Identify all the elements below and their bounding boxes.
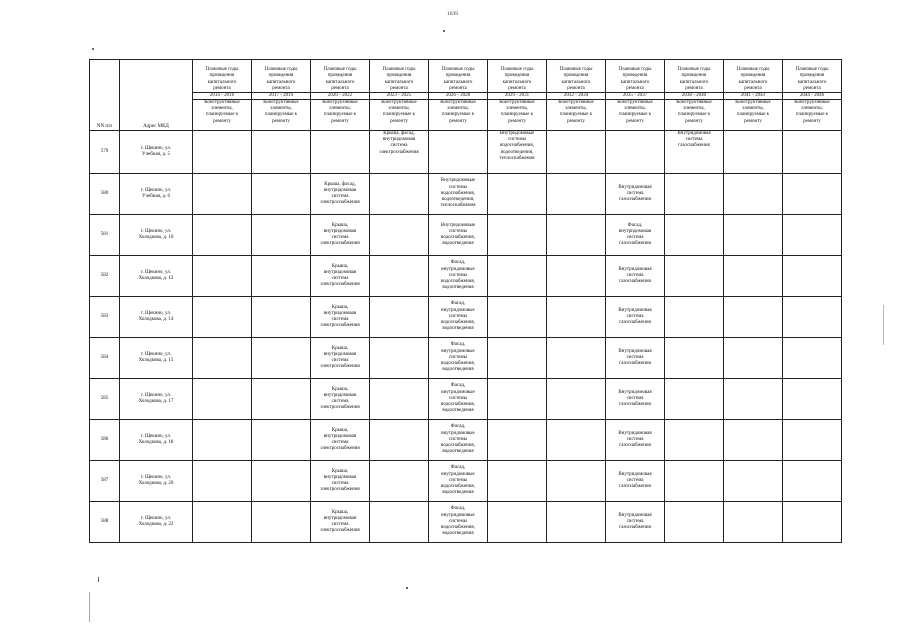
- repair-cell: Внутридомовая система газоснабжения: [606, 502, 665, 543]
- repair-cell: [547, 297, 606, 338]
- header-period-title: Плановые годы проведения капитального ремонта: [783, 60, 842, 93]
- repair-cell: [665, 338, 724, 379]
- repair-cell: [547, 461, 606, 502]
- header-address: Адрес МКД: [120, 60, 193, 131]
- header-elements: Конструктивные элементы, планируемые к ремонту: [252, 100, 311, 131]
- repair-cell: [488, 174, 547, 215]
- table-row: [90, 297, 842, 338]
- header-row-title: [90, 60, 842, 93]
- row-address: г. Щекино, ул. Холодкова, д. 17: [120, 379, 193, 420]
- row-number: 579: [90, 131, 120, 174]
- repair-cell: Крыша, внутридомовая система электроснабжения: [311, 297, 370, 338]
- scan-dot: [443, 30, 445, 32]
- repair-cell: [724, 420, 783, 461]
- row-number: 581: [90, 215, 120, 256]
- repair-cell: Крыша, фасад, внутридомовая система электроснабжения: [370, 131, 429, 174]
- header-period-years: 2026 - 2028: [429, 93, 488, 100]
- repair-cell: Крыша, внутридомовая система электроснабжения: [311, 215, 370, 256]
- repair-cell: [606, 131, 665, 174]
- repair-cell: [665, 379, 724, 420]
- header-elements: Конструктивные элементы, планируемые к ремонту: [488, 100, 547, 131]
- repair-cell: Внутридомовая система газоснабжения: [606, 338, 665, 379]
- header-period-years: 2032 - 2034: [547, 93, 606, 100]
- repair-cell: [547, 420, 606, 461]
- repair-cell: [783, 131, 842, 174]
- row-address: г. Щекино, ул. Холодкова, д. 15: [120, 338, 193, 379]
- repair-cell: Фасад, внутридомовые системы водоснабжения, водоотведения: [429, 461, 488, 502]
- header-period-years: 2023 - 2025: [370, 93, 429, 100]
- row-address: г. Щекино, ул. Холодкова, д. 10: [120, 215, 193, 256]
- header-row-years: [90, 93, 842, 100]
- header-elements: Конструктивные элементы, планируемые к ремонту: [783, 100, 842, 131]
- repair-cell: [783, 502, 842, 543]
- repair-cell: [488, 215, 547, 256]
- repair-cell: [193, 297, 252, 338]
- table-row: [90, 420, 842, 461]
- repair-cell: [370, 502, 429, 543]
- header-period-title: Плановые годы проведения капитального ремонта: [193, 60, 252, 93]
- repair-cell: Внутридомовая система газоснабжения: [665, 131, 724, 174]
- row-number: 580: [90, 174, 120, 215]
- repair-cell: [193, 338, 252, 379]
- header-period-title: Плановые годы проведения капитального ремонта: [311, 60, 370, 93]
- repair-cell: [252, 256, 311, 297]
- table-row: [90, 256, 842, 297]
- repair-cell: [547, 502, 606, 543]
- repair-cell: Фасад, внутридомовые системы водоснабжения, водоотведения: [429, 502, 488, 543]
- repair-cell: [370, 338, 429, 379]
- repair-cell: [547, 131, 606, 174]
- repair-cell: Внутридомовая система газоснабжения: [606, 297, 665, 338]
- header-period-title: Плановые годы проведения капитального ремонта: [606, 60, 665, 93]
- header-period-years: 2029 - 2031: [488, 93, 547, 100]
- repair-cell: [724, 297, 783, 338]
- repair-cell: [783, 338, 842, 379]
- repair-cell: [547, 215, 606, 256]
- repair-cell: [370, 256, 429, 297]
- repair-cell: Крыша, фасад, внутридомовая система электроснабжения: [311, 174, 370, 215]
- header-period-title: Плановые годы проведения капитального ремонта: [724, 60, 783, 93]
- repair-cell: [252, 215, 311, 256]
- header-period-years: 2020 - 2022: [311, 93, 370, 100]
- scan-dot: [98, 577, 99, 582]
- header-period-title: Плановые годы проведения капитального ремонта: [547, 60, 606, 93]
- header-elements: Конструктивные элементы, планируемые к ремонту: [606, 100, 665, 131]
- repair-cell: [370, 379, 429, 420]
- repair-cell: [193, 215, 252, 256]
- repair-cell: [252, 461, 311, 502]
- repair-cell: [488, 379, 547, 420]
- header-period-years: 2044 - 2046: [783, 93, 842, 100]
- repair-cell: Крыша, внутридомовая система электроснабжения: [311, 338, 370, 379]
- repair-cell: Внутридомовые системы водоснабжения, водоотведения, теплоснабжения: [429, 174, 488, 215]
- scan-edge: [89, 592, 90, 622]
- header-period-title: Плановые годы проведения капитального ремонта: [665, 60, 724, 93]
- repair-cell: [724, 502, 783, 543]
- header-period-years: 2035 - 2037: [606, 93, 665, 100]
- header-period-years: 2038 - 2040: [665, 93, 724, 100]
- row-number: 582: [90, 256, 120, 297]
- repair-cell: [252, 379, 311, 420]
- row-number: 588: [90, 502, 120, 543]
- repair-cell: [370, 297, 429, 338]
- row-address: г. Щекино, ул. Холодкова, д. 20: [120, 461, 193, 502]
- repair-cell: [547, 174, 606, 215]
- table-row: [90, 174, 842, 215]
- repair-cell: Внутридомовая система газоснабжения: [606, 174, 665, 215]
- row-number: 585: [90, 379, 120, 420]
- repair-cell: Фасад, внутридомовые системы водоснабжения, водоотведения: [429, 379, 488, 420]
- row-address: г. Щекино, ул. Учебная, д. 5: [120, 131, 193, 174]
- scan-dot: [406, 587, 408, 589]
- header-elements: Конструктивные элементы, планируемые к ремонту: [311, 100, 370, 131]
- repair-cell: [370, 174, 429, 215]
- repair-cell: [488, 338, 547, 379]
- repair-cell: Фасад, внутридомовые системы водоснабжения, водоотведения: [429, 256, 488, 297]
- repair-cell: [193, 131, 252, 174]
- header-period-title: Плановые годы проведения капитального ремонта: [370, 60, 429, 93]
- repair-cell: [193, 256, 252, 297]
- repair-cell: [252, 338, 311, 379]
- repair-cell: [783, 420, 842, 461]
- repair-cell: [783, 215, 842, 256]
- repair-cell: Крыша, внутридомовая система электроснабжения: [311, 379, 370, 420]
- repair-cell: Фасад, внутридомовая система газоснабжения: [606, 215, 665, 256]
- repair-cell: [252, 131, 311, 174]
- repair-cell: Крыша, внутридомовая система электроснабжения: [311, 502, 370, 543]
- repair-cell: [252, 297, 311, 338]
- repair-cell: [783, 461, 842, 502]
- row-number: 587: [90, 461, 120, 502]
- repair-cell: [665, 502, 724, 543]
- table-row: [90, 502, 842, 543]
- repair-cell: Фасад, внутридомовые системы водоснабжения, водоотведения: [429, 297, 488, 338]
- header-period-years: 2017 - 2019: [252, 93, 311, 100]
- repair-cell: Внутридомовые системы водоснабжения, водоотведения, теплоснабжения: [488, 131, 547, 174]
- repair-cell: [665, 174, 724, 215]
- repair-cell: [783, 379, 842, 420]
- repair-cell: [193, 461, 252, 502]
- header-elements: Конструктивные элементы, планируемые к ремонту: [193, 100, 252, 131]
- header-period-title: Плановые годы проведения капитального ремонта: [488, 60, 547, 93]
- header-period-years: 2014 - 2016: [193, 93, 252, 100]
- repair-cell: [783, 174, 842, 215]
- repair-cell: [724, 256, 783, 297]
- scan-edge: [883, 305, 884, 345]
- repair-cell: Внутридомовая система газоснабжения: [606, 379, 665, 420]
- repair-cell: [311, 131, 370, 174]
- repair-cell: Крыша, внутридомовая система электроснабжения: [311, 256, 370, 297]
- repair-cell: Крыша, внутридомовая система электроснабжения: [311, 420, 370, 461]
- repair-cell: [783, 297, 842, 338]
- repair-cell: [193, 420, 252, 461]
- header-period-years: 2041 - 2043: [724, 93, 783, 100]
- row-number: 586: [90, 420, 120, 461]
- scan-dot: [92, 48, 94, 50]
- row-address: г. Щекино, ул. Холодкова, д. 18: [120, 420, 193, 461]
- row-address: г. Щекино, ул. Холодкова, д. 14: [120, 297, 193, 338]
- repair-cell: [724, 461, 783, 502]
- page-number: 1039: [447, 11, 458, 17]
- repair-cell: [724, 215, 783, 256]
- repair-cell: [665, 297, 724, 338]
- repair-cell: Внутридомовые системы водоснабжения, водоотведения: [429, 215, 488, 256]
- table-row: [90, 461, 842, 502]
- repair-cell: [665, 256, 724, 297]
- repair-cell: Внутридомовая система газоснабжения: [606, 461, 665, 502]
- row-number: 583: [90, 297, 120, 338]
- repair-cell: [724, 379, 783, 420]
- repair-cell: [488, 420, 547, 461]
- repair-schedule-table: [89, 59, 842, 543]
- header-elements: Конструктивные элементы, планируемые к ремонту: [724, 100, 783, 131]
- repair-cell: [193, 174, 252, 215]
- repair-cell: [488, 297, 547, 338]
- repair-cell: Крыша, внутридомовая система электроснабжения: [311, 461, 370, 502]
- table-row: [90, 379, 842, 420]
- repair-cell: [665, 215, 724, 256]
- repair-cell: [488, 461, 547, 502]
- header-elements: Конструктивные элементы, планируемые к ремонту: [429, 100, 488, 131]
- repair-cell: [429, 131, 488, 174]
- repair-cell: [370, 420, 429, 461]
- repair-cell: [193, 379, 252, 420]
- row-number: 584: [90, 338, 120, 379]
- table-row: [90, 338, 842, 379]
- repair-cell: Фасад, внутридомовые системы водоснабжения, водоотведения: [429, 338, 488, 379]
- row-address: г. Щекино, ул. Учебная, д. 6: [120, 174, 193, 215]
- repair-cell: [488, 256, 547, 297]
- repair-cell: [783, 256, 842, 297]
- repair-cell: [370, 215, 429, 256]
- repair-cell: [252, 420, 311, 461]
- repair-cell: [547, 256, 606, 297]
- table-row: [90, 215, 842, 256]
- header-elements: Конструктивные элементы, планируемые к ремонту: [370, 100, 429, 131]
- repair-cell: [252, 174, 311, 215]
- header-elements: Конструктивные элементы, планируемые к ремонту: [665, 100, 724, 131]
- row-address: г. Щекино, ул. Холодкова, д. 22: [120, 502, 193, 543]
- header-row-elements: [90, 100, 842, 131]
- repair-cell: Внутридомовая система газоснабжения: [606, 420, 665, 461]
- repair-cell: Фасад, внутридомовые системы водоснабжения, водоотведения: [429, 420, 488, 461]
- repair-cell: [547, 379, 606, 420]
- repair-cell: [665, 420, 724, 461]
- header-elements: Конструктивные элементы, планируемые к ремонту: [547, 100, 606, 131]
- repair-cell: [547, 338, 606, 379]
- repair-cell: [665, 461, 724, 502]
- header-period-title: Плановые годы проведения капитального ремонта: [252, 60, 311, 93]
- repair-cell: [488, 502, 547, 543]
- header-num: NN п/п: [90, 60, 120, 131]
- repair-cell: [370, 461, 429, 502]
- table-row: [90, 131, 842, 174]
- repair-cell: [724, 338, 783, 379]
- header-period-title: Плановые годы проведения капитального ремонта: [429, 60, 488, 93]
- repair-cell: Внутридомовая система газоснабжения: [606, 256, 665, 297]
- repair-cell: [724, 174, 783, 215]
- row-address: г. Щекино, ул. Холодкова, д. 12: [120, 256, 193, 297]
- repair-cell: [193, 502, 252, 543]
- repair-cell: [724, 131, 783, 174]
- repair-cell: [252, 502, 311, 543]
